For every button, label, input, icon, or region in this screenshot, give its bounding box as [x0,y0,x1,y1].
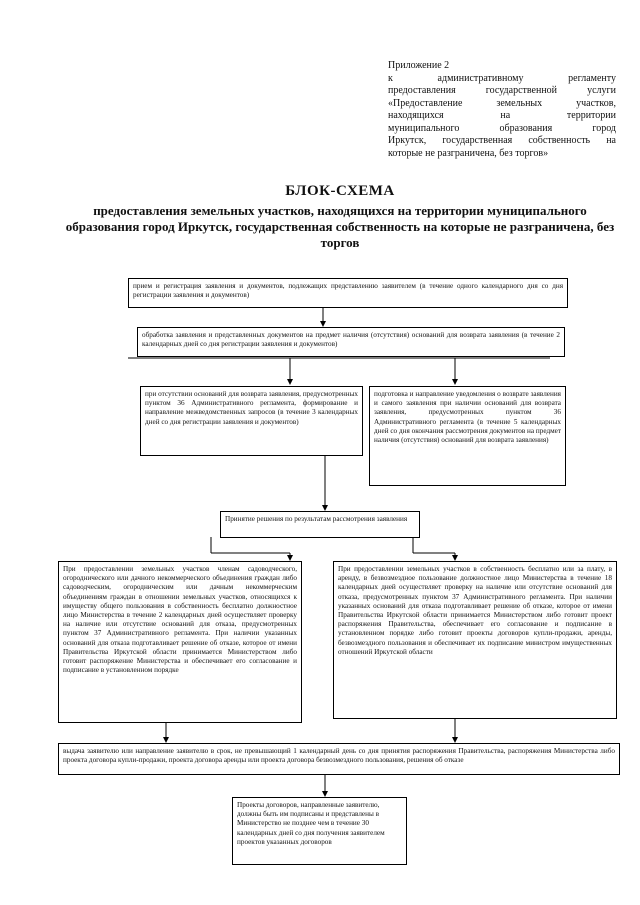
step1-box [128,278,568,308]
step5-left-text: При предоставлении земельных участков членам садоводческого, огороднического или дачного некоммерческого объединения граждан либо садоводческим, огородническим или дачным некоммерческим объединениям граждан в отношении земельных участков, относящихся к имуществу общего пользования в собственность бесплатно должностное лицо Министерства в течение 2 календарных дней осуществляет проверку на наличие или отсутствие оснований для отказа, предусмотренных пунктом 37 Административного регламента. При наличии указанных оснований для отказа подготавливает решение об отказе, которое от имени Правительства Иркутской области принимается Министерством либо готовит распоряжение Министерства и обеспечивает его согласование и подписание в установленном порядке [63,565,297,675]
step6-box [58,743,620,775]
step2-text: обработка заявления и представленных документов на предмет наличия (отсутствия) оснований для возврата заявления (в течение 2 календарных дней со дня регистрации заявления и документов) [142,331,560,349]
step6-text: выдача заявителю или направление заявителю в срок, не превышающий 1 календарный день со дня принятия распоряжения Правительства, распоряжения Министерства либо проекта договора купли-продажи, проекта договора аренды или проекта договора безвозмездного пользования, решения об отказе [63,747,615,765]
appendix-line: предоставления государственной услуги [388,85,616,96]
step3-right-text: подготовка и направление уведомления о возврате заявления и самого заявления при наличии оснований для возврата заявления, предусмотренных пунктом 36 Административного регламента (в течение 5 календарных дней со дня окончания рассмотрения документов на предмет наличия (отсутствия) оснований для возврата заявления) [374,390,561,445]
title-subtitle: предоставления земельных участков, находящихся на территории муниципального образования город Иркутск, государственная собственность на которые не разграничена, без торгов [65,203,615,250]
step1-text: прием и регистрация заявления и документов, подлежащих представлению заявителем (в течение одного календарного дня со дня регистрации заявления и документов) [133,282,563,300]
step7-text: Проекты договоров, направленные заявителю, должны быть им подписаны и представлены в Министерство не позднее чем в течение 30 календарных дней со дня получения заявителем проектов указанных договоров [237,801,385,846]
appendix-line: к административному регламенту [388,72,616,84]
step3-left-text: при отсутствии оснований для возврата заявления, предусмотренных пунктом 36 Административного регламента, формирование и направление межведомственных запросов (в течение 3 календарных дней со дня регистрации заявления и документов) [145,390,358,426]
step7-box [232,797,407,865]
appendix-line: которые не разграничена, без торгов» [388,147,549,159]
appendix-line: находящихся на территории [388,110,616,121]
appendix-line: муниципального образования город [388,122,616,134]
step4-text: Принятие решения по результатам рассмотрения заявления [225,515,408,523]
step5-right-box [333,561,617,719]
step4-box [220,511,420,538]
step3-right-box [369,386,566,486]
appendix-line: «Предоставление земельных участков, [388,97,616,109]
step2-box [137,327,565,357]
appendix-line: Приложение 2 [388,60,450,71]
title-main: БЛОК-СХЕМА [285,183,395,199]
appendix-line: Иркутск, государственная собственность на [388,135,616,146]
step5-left-box [58,561,302,723]
step3-left-box [140,386,363,456]
step5-right-text: При предоставлении земельных участков в собственность бесплатно или за плату, в аренду, в безвозмездное пользование должностное лицо Министерства в течение 18 календарных дней осуществляет проверку на наличие или отсутствие оснований для отказа, предусмотренных пунктом 37 Административного регламента. При наличии указанных оснований для отказа подготавливает решение об отказе, которое от имени Правительства Иркутской области принимается Министерством либо готовит проект распоряжения Правительства, обеспечивает его согласование и подписание в установленном порядке либо готовит проекты договоров купли-продажи, аренды, безвозмездного пользования и обеспечивает их подписание министром имущественных отношений Иркутской области [338,565,612,656]
